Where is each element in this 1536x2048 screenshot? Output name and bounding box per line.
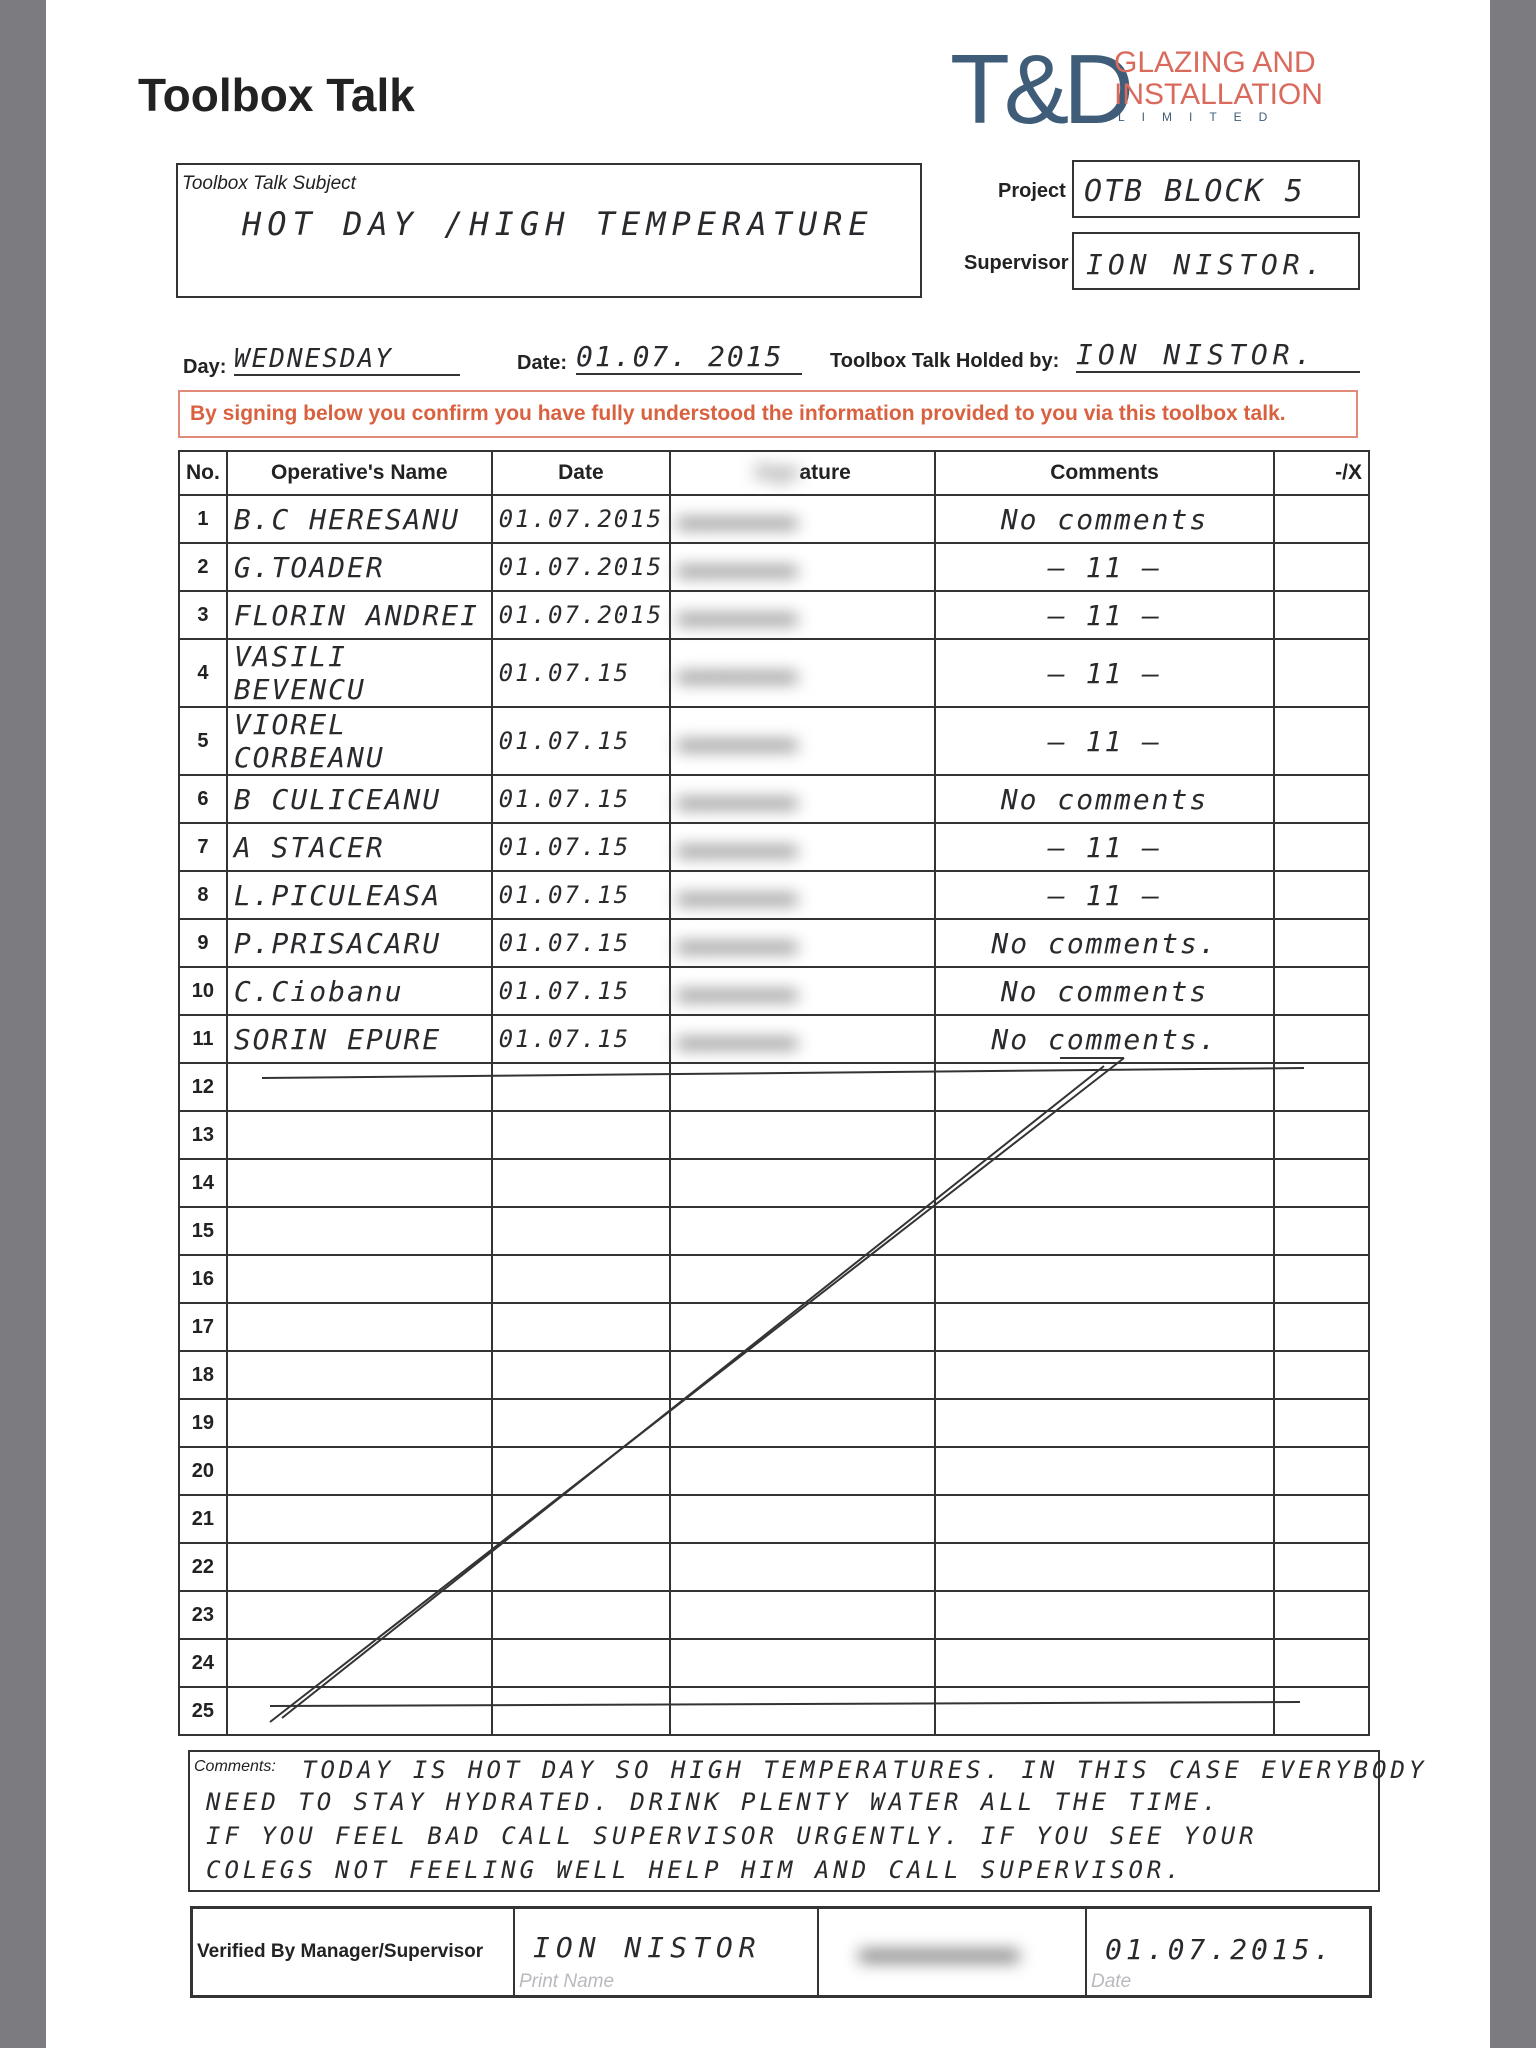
row-number: 16 [179, 1255, 227, 1303]
signature-obscured: ▬▬▬▬ [677, 830, 798, 863]
operative-name: VASILI BEVENCU [227, 639, 492, 707]
row-number: 6 [179, 775, 227, 823]
row-comment: — 11 — [935, 823, 1275, 871]
col-name: Operative's Name [227, 451, 492, 495]
row-date: 01.07.15 [492, 871, 671, 919]
operative-name: B CULICEANU [227, 775, 492, 823]
row-number: 5 [179, 707, 227, 775]
row-number: 12 [179, 1063, 227, 1111]
project-label: Project [998, 180, 1066, 202]
operative-name: G.TOADER [227, 543, 492, 591]
row-date: 01.07.2015 [492, 495, 671, 543]
verify-label: Verified By Manager/Supervisor [197, 1941, 484, 1962]
col-mark: -/X [1274, 451, 1369, 495]
row-comment: — 11 — [935, 871, 1275, 919]
row-comment: No comments [935, 495, 1275, 543]
comments-box [188, 1750, 1428, 1892]
row-number: 24 [179, 1639, 227, 1687]
row-number: 8 [179, 871, 227, 919]
signature-obscured: ▬▬▬▬ [677, 1022, 798, 1055]
page-title: Toolbox Talk [138, 69, 415, 121]
verify-label-cell [193, 1909, 515, 1995]
row-comment: No comments [935, 967, 1275, 1015]
row-number: 1 [179, 495, 227, 543]
verify-date-value: 01.07.2015. [1105, 1933, 1335, 1966]
company-logo-mark: T&D [950, 34, 1128, 144]
print-name-value: ION NISTOR [533, 1931, 762, 1964]
row-date: 01.07.2015 [492, 543, 671, 591]
signature-obscured: ▬▬▬▬ [677, 656, 798, 689]
row-date: 01.07.15 [492, 919, 671, 967]
company-logo-line2: INSTALLATION [1114, 78, 1323, 111]
row-number: 10 [179, 967, 227, 1015]
row-number: 9 [179, 919, 227, 967]
row-number: 21 [179, 1495, 227, 1543]
row-number: 13 [179, 1111, 227, 1159]
row-number: 4 [179, 639, 227, 707]
row-date: 01.07.15 [492, 639, 671, 707]
operative-name: FLORIN ANDREI [227, 591, 492, 639]
col-no: No. [179, 451, 227, 495]
project-value: OTB BLOCK 5 [1084, 174, 1305, 209]
holded-by-value: ION NISTOR. [1076, 338, 1360, 373]
operative-name: B.C HERESANU [227, 495, 492, 543]
day-value: WEDNESDAY [234, 344, 460, 376]
comment-line: NEED TO STAY HYDRATED. DRINK PLENTY WATER ALL THE TIME. [206, 1788, 1221, 1816]
row-comment: — 11 — [935, 707, 1275, 775]
signature-cell [819, 1909, 1087, 1995]
date-cell [1087, 1909, 1369, 1995]
company-logo-line1: GLAZING AND [1114, 46, 1316, 79]
supervisor-value: ION NISTOR. [1086, 248, 1327, 281]
signature-obscured: ▬▬▬▬ [677, 724, 798, 757]
subject-value: HOT DAY /HIGH TEMPERATURE [242, 205, 874, 243]
print-name-label: Print Name [519, 1971, 615, 1992]
row-comment: — 11 — [935, 543, 1275, 591]
operative-name: A STACER [227, 823, 492, 871]
row-number: 2 [179, 543, 227, 591]
signature-obscured: ▬▬▬▬ [677, 926, 798, 959]
row-date: 01.07.15 [492, 967, 671, 1015]
signing-notice: By signing below you confirm you have fully understood the information provided to you via this toolbox talk. [178, 390, 1358, 438]
signature-header-obscured: Sign [753, 461, 800, 484]
strike-line [262, 1068, 1304, 1078]
row-number: 18 [179, 1351, 227, 1399]
comments-label: Comments: [194, 1758, 276, 1775]
verify-date-label: Date [1091, 1971, 1132, 1992]
row-comment: — 11 — [935, 639, 1275, 707]
row-date: 01.07.15 [492, 707, 671, 775]
row-number: 25 [179, 1687, 227, 1735]
signature-obscured: ▬▬▬▬ [677, 502, 798, 535]
strike-line [270, 1702, 1300, 1706]
verification-box [190, 1906, 1372, 1998]
row-date: 01.07.2015 [492, 591, 671, 639]
day-label: Day: [183, 356, 227, 378]
row-number: 15 [179, 1207, 227, 1255]
strike-diagonal [282, 1066, 1104, 1718]
company-logo-line3: LIMITED [1118, 110, 1285, 124]
row-comment: — 11 — [935, 591, 1275, 639]
supervisor-label: Supervisor [964, 252, 1069, 274]
holded-by-label: Toolbox Talk Holded by: [830, 350, 1060, 372]
signature-obscured: ▬▬▬▬ [677, 598, 798, 631]
row-number: 14 [179, 1159, 227, 1207]
col-comments: Comments [935, 451, 1275, 495]
signature-header-visible: ature [799, 461, 851, 484]
row-comment: No comments. [935, 919, 1275, 967]
date-label: Date: [517, 352, 568, 374]
comment-line: COLEGS NOT FEELING WELL HELP HIM AND CALL SUPERVISOR. [206, 1856, 1184, 1884]
row-number: 3 [179, 591, 227, 639]
row-number: 19 [179, 1399, 227, 1447]
operative-name: VIOREL CORBEANU [227, 707, 492, 775]
print-name-cell [515, 1909, 819, 1995]
signature-obscured: ▬▬▬▬ [677, 782, 798, 815]
operative-name: P.PRISACARU [227, 919, 492, 967]
operative-name: SORIN EPURE [227, 1015, 492, 1063]
comment-line: TODAY IS HOT DAY SO HIGH TEMPERATURES. IN THIS CASE EVERYBODY [302, 1756, 1428, 1784]
date-value: 01.07. 2015 [576, 340, 802, 375]
signature-obscured: ▬▬▬▬ [677, 878, 798, 911]
signature-obscured: ▬▬▬▬ [677, 974, 798, 1007]
row-comment: No comments [935, 775, 1275, 823]
row-date: 01.07.15 [492, 775, 671, 823]
operative-name: C.Ciobanu [227, 967, 492, 1015]
row-number: 7 [179, 823, 227, 871]
row-number: 17 [179, 1303, 227, 1351]
row-date: 01.07.15 [492, 1015, 671, 1063]
comment-line: IF YOU FEEL BAD CALL SUPERVISOR URGENTLY. IF YOU SEE YOUR [206, 1822, 1258, 1850]
row-comment: No comments. [935, 1015, 1275, 1063]
signature-obscured: ▬▬▬▬ [859, 1927, 1019, 1971]
subject-label: Toolbox Talk Subject [182, 173, 356, 194]
signature-obscured: ▬▬▬▬ [677, 550, 798, 583]
row-number: 11 [179, 1015, 227, 1063]
col-date: Date [492, 451, 671, 495]
row-number: 20 [179, 1447, 227, 1495]
row-date: 01.07.15 [492, 823, 671, 871]
row-number: 22 [179, 1543, 227, 1591]
operative-name: L.PICULEASA [227, 871, 492, 919]
row-number: 23 [179, 1591, 227, 1639]
